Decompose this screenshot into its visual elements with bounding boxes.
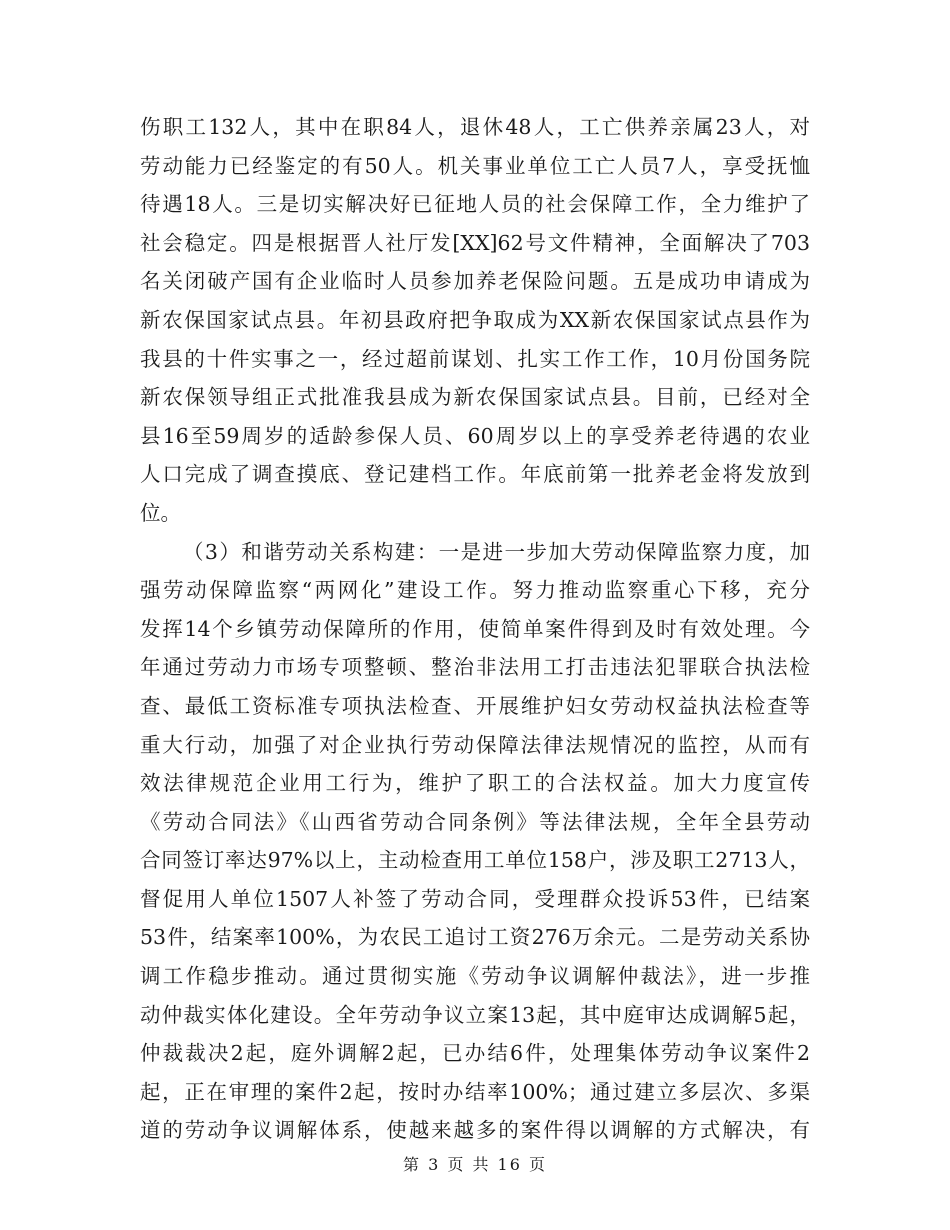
text-line: 发挥14个乡镇劳动保障所的作用，使简单案件得到及时有效处理。今 [140, 616, 810, 641]
page-number-footer: 第 3 页 共 16 页 [403, 1155, 547, 1174]
text-line: 新农保领导组正式批准我县成为新农保国家试点县。目前，已经对全 [140, 385, 810, 410]
text-line: 县16至59周岁的适龄参保人员、60周岁以上的享受养老待遇的农业 [140, 423, 810, 448]
text-line: 起，正在审理的案件2起，按时办结率100%；通过建立多层次、多渠 [140, 1079, 810, 1104]
text-line: 我县的十件实事之一，经过超前谋划、扎实工作工作，10月份国务院 [140, 346, 810, 371]
text-line: 仲裁裁决2起，庭外调解2起，已办结6件，处理集体劳动争议案件2 [140, 1041, 810, 1066]
text-line: 效法律规范企业用工行为，维护了职工的合法权益。加大力度宣传 [140, 771, 810, 796]
text-line: 动仲裁实体化建设。全年劳动争议立案13起，其中庭审达成调解5起， [140, 1002, 810, 1027]
text-line: 53件，结案率100%，为农民工追讨工资276万余元。二是劳动关系协 [140, 925, 810, 950]
text-line: 名关闭破产国有企业临时人员参加养老保险问题。五是成功申请成为 [140, 269, 810, 294]
text-line: 伤职工132人，其中在职84人，退休48人，工亡供养亲属23人，对 [140, 115, 810, 139]
text-line: 《劳动合同法》《山西省劳动合同条例》等法律法规，全年全县劳动 [140, 809, 810, 834]
body-text [140, 108, 810, 1150]
text-line: 合同签订率达97%以上，主动检查用工单位158户，涉及职工2713人， [140, 848, 810, 873]
text-line: 新农保国家试点县。年初县政府把争取成为XX新农保国家试点县作为 [140, 307, 810, 332]
paragraph-first-line: （3）和谐劳动关系构建：一是进一步加大劳动保障监察力度，加 [183, 539, 810, 564]
text-line: 位。 [140, 500, 181, 525]
text-line: 重大行动，加强了对企业执行劳动保障法律法规情况的监控，从而有 [140, 732, 810, 757]
text-line: 调工作稳步推动。通过贯彻实施《劳动争议调解仲裁法》，进一步推 [140, 964, 810, 989]
text-line: 年通过劳动力市场专项整顿、整治非法用工打击违法犯罪联合执法检 [140, 655, 810, 680]
text-line: 社会稳定。四是根据晋人社厅发[XX]62号文件精神，全面解决了703 [140, 230, 810, 255]
text-line: 劳动能力已经鉴定的有50人。机关事业单位工亡人员7人，享受抚恤 [140, 153, 810, 178]
text-line: 道的劳动争议调解体系，使越来越多的案件得以调解的方式解决，有 [140, 1118, 810, 1143]
text-line: 查、最低工资标准专项执法检查、开展维护妇女劳动权益执法检查等 [140, 693, 810, 718]
text-line: 待遇18人。三是切实解决好已征地人员的社会保障工作，全力维护了 [140, 192, 810, 217]
text-line: 人口完成了调查摸底、登记建档工作。年底前第一批养老金将发放到 [140, 462, 810, 487]
text-line: 强劳动保障监察“两网化”建设工作。努力推动监察重心下移，充分 [140, 578, 810, 603]
text-line: 督促用人单位1507人补签了劳动合同，受理群众投诉53件，已结案 [140, 886, 810, 911]
